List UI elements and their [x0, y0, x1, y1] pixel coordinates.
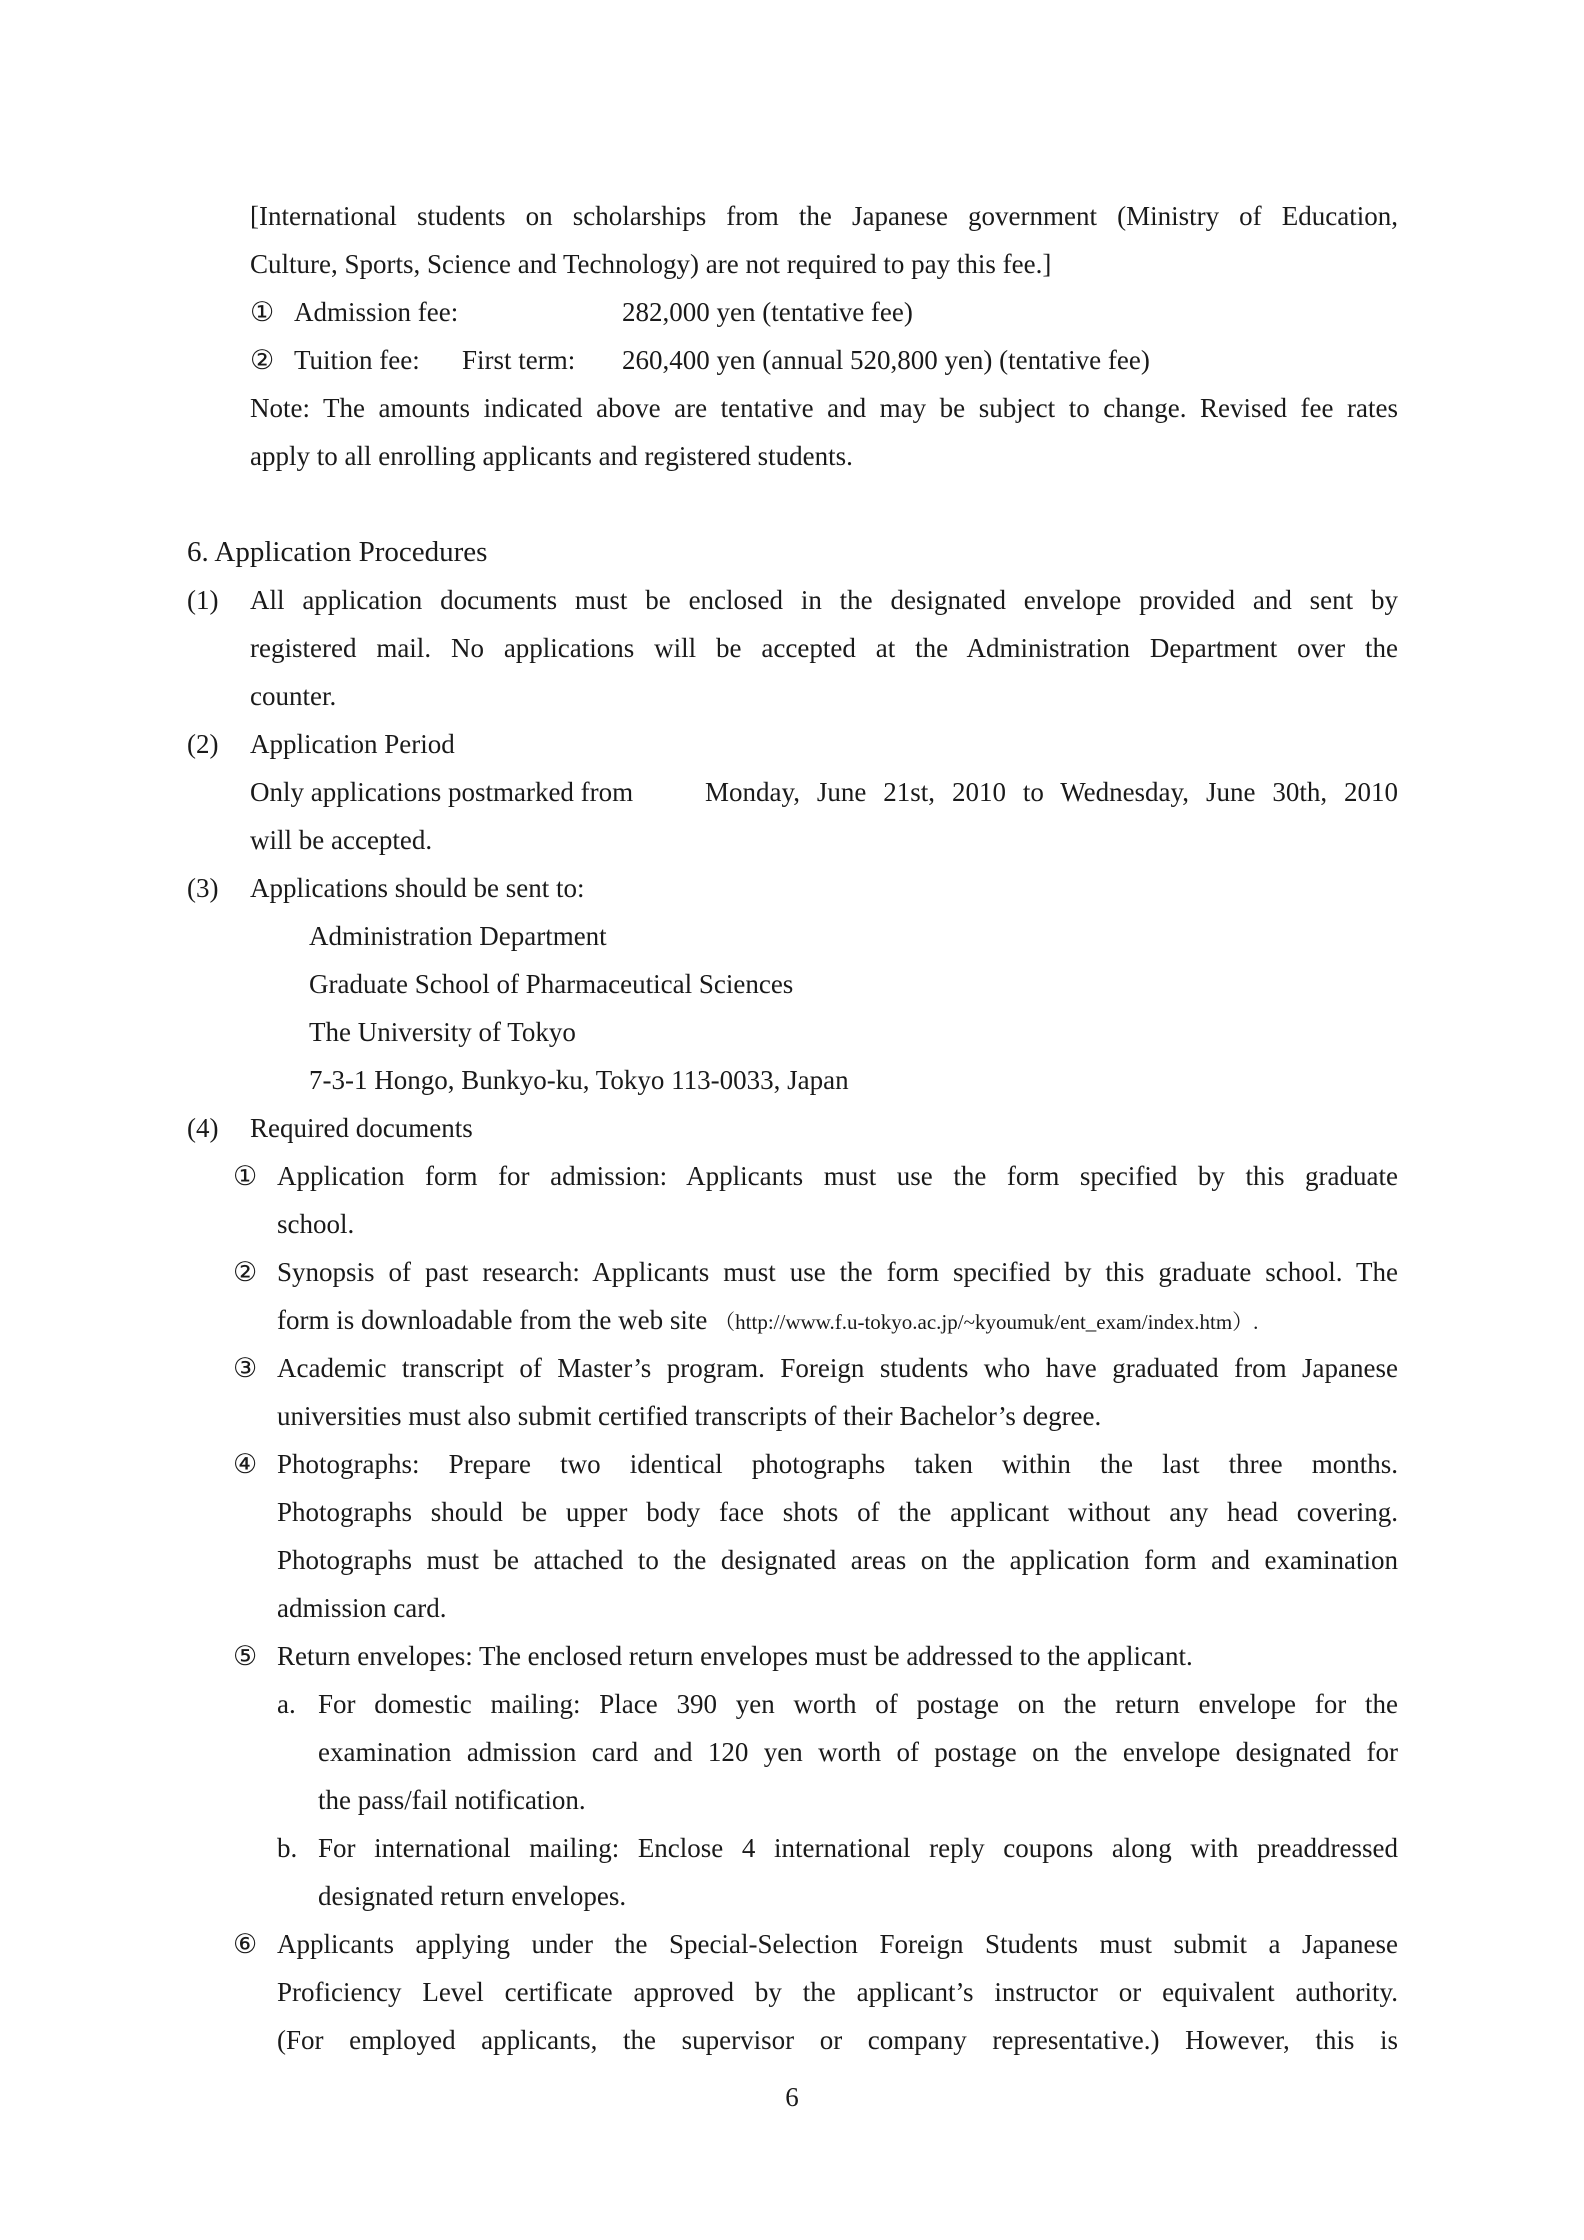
doc4-line4: admission card.: [277, 1593, 447, 1623]
doc5b-line1: For international mailing: Enclose 4 international reply coupons along with preaddressed: [318, 1833, 1398, 1863]
tuition-fee-row: [250, 336, 1584, 384]
admission-fee-label: Admission fee:: [294, 297, 459, 327]
section-heading: 6. Application Procedures: [187, 536, 488, 568]
fee-note-line2: apply to all enrolling applicants and registered students.: [250, 441, 853, 471]
doc1-marker: ①: [233, 1161, 258, 1191]
fee-exemption-line2: Culture, Sports, Science and Technology) are not required to pay this fee.]: [250, 249, 1052, 279]
item-number-2: (2): [187, 729, 219, 759]
application-period-line2: will be accepted.: [250, 825, 433, 855]
tuition-fee-label: Tuition fee:: [294, 345, 420, 375]
item1-line1: All application documents must be enclosed in the designated envelope provided and sent by: [250, 585, 1398, 615]
download-url-link[interactable]: （http://www.f.u-tokyo.ac.jp/~kyoumuk/ent_exam/index.htm）.: [714, 1310, 1259, 1334]
address-line-1: Administration Department: [309, 921, 607, 951]
send-to-title: Applications should be sent to:: [250, 873, 585, 903]
doc5a-line1: For domestic mailing: Place 390 yen worth of postage on the return envelope for the: [318, 1689, 1398, 1719]
doc5-marker: ⑤: [233, 1641, 258, 1671]
doc2-line2: [277, 1296, 1584, 1344]
doc4-marker: ④: [233, 1449, 258, 1479]
fee-exemption-line1: [International students on scholarships from the Japanese government (Ministry of Education,: [250, 201, 1398, 231]
tuition-fee-term: First term:: [462, 345, 576, 375]
doc2-marker: ②: [233, 1257, 258, 1287]
doc5b-marker: b.: [277, 1833, 298, 1863]
application-period-dates: Monday, June 21st, 2010 to Wednesday, June 30th, 2010: [705, 777, 1398, 807]
doc5a-marker: a.: [277, 1689, 296, 1719]
doc4-line2: Photographs should be upper body face shots of the applicant without any head covering.: [277, 1497, 1398, 1527]
tuition-fee-amount: 260,400 yen (annual 520,800 yen) (tentative fee): [622, 345, 1150, 375]
item1-line2: registered mail. No applications will be accepted at the Administration Department over the: [250, 633, 1398, 663]
application-period-title: Application Period: [250, 729, 455, 759]
doc3-marker: ③: [233, 1353, 258, 1383]
item-number-3: (3): [187, 873, 219, 903]
doc1-line1: Application form for admission: Applicants must use the form specified by this graduate: [277, 1161, 1398, 1191]
doc2-line1: Synopsis of past research: Applicants must use the form specified by this graduate school. The: [277, 1257, 1398, 1287]
doc5b-line2: designated return envelopes.: [318, 1881, 627, 1911]
admission-fee-amount: 282,000 yen (tentative fee): [622, 297, 913, 327]
admission-fee-row: [250, 288, 1584, 336]
address-line-3: The University of Tokyo: [309, 1017, 576, 1047]
item1-line3: counter.: [250, 681, 337, 711]
doc6-line1: Applicants applying under the Special-Selection Foreign Students must submit a Japanese: [277, 1929, 1398, 1959]
doc5a-line2: examination admission card and 120 yen worth of postage on the envelope designated for: [318, 1737, 1398, 1767]
address-line-4: 7-3-1 Hongo, Bunkyo-ku, Tokyo 113-0033, Japan: [309, 1065, 849, 1095]
item-number-1: (1): [187, 585, 219, 615]
application-period-line1a: Only applications postmarked from: [250, 777, 634, 807]
circled-number-1: ①: [250, 297, 275, 327]
item-number-4: (4): [187, 1113, 219, 1143]
page-number: 6: [785, 2082, 799, 2112]
doc3-line1: Academic transcript of Master’s program. Foreign students who have graduated from Japanese: [277, 1353, 1398, 1383]
doc5a-line3: the pass/fail notification.: [318, 1785, 586, 1815]
doc6-line3: (For employed applicants, the supervisor or company representative.) However, this is: [277, 2025, 1398, 2055]
fee-note-line1: Note: The amounts indicated above are tentative and may be subject to change. Revised fee rates: [250, 393, 1398, 423]
doc4-line1: Photographs: Prepare two identical photographs taken within the last three months.: [277, 1449, 1398, 1479]
doc6-line2: Proficiency Level certificate approved by the applicant’s instructor or equivalent authority.: [277, 1977, 1398, 2007]
circled-number-2: ②: [250, 345, 275, 375]
doc3-line2: universities must also submit certified transcripts of their Bachelor’s degree.: [277, 1401, 1102, 1431]
required-documents-title: Required documents: [250, 1113, 473, 1143]
doc1-line2: school.: [277, 1209, 355, 1239]
doc6-marker: ⑥: [233, 1929, 258, 1959]
doc5-line1: Return envelopes: The enclosed return envelopes must be addressed to the applicant.: [277, 1641, 1193, 1671]
doc4-line3: Photographs must be attached to the designated areas on the application form and examination: [277, 1545, 1398, 1575]
address-line-2: Graduate School of Pharmaceutical Sciences: [309, 969, 794, 999]
doc2-line2-text: form is downloadable from the web site: [277, 1305, 708, 1335]
